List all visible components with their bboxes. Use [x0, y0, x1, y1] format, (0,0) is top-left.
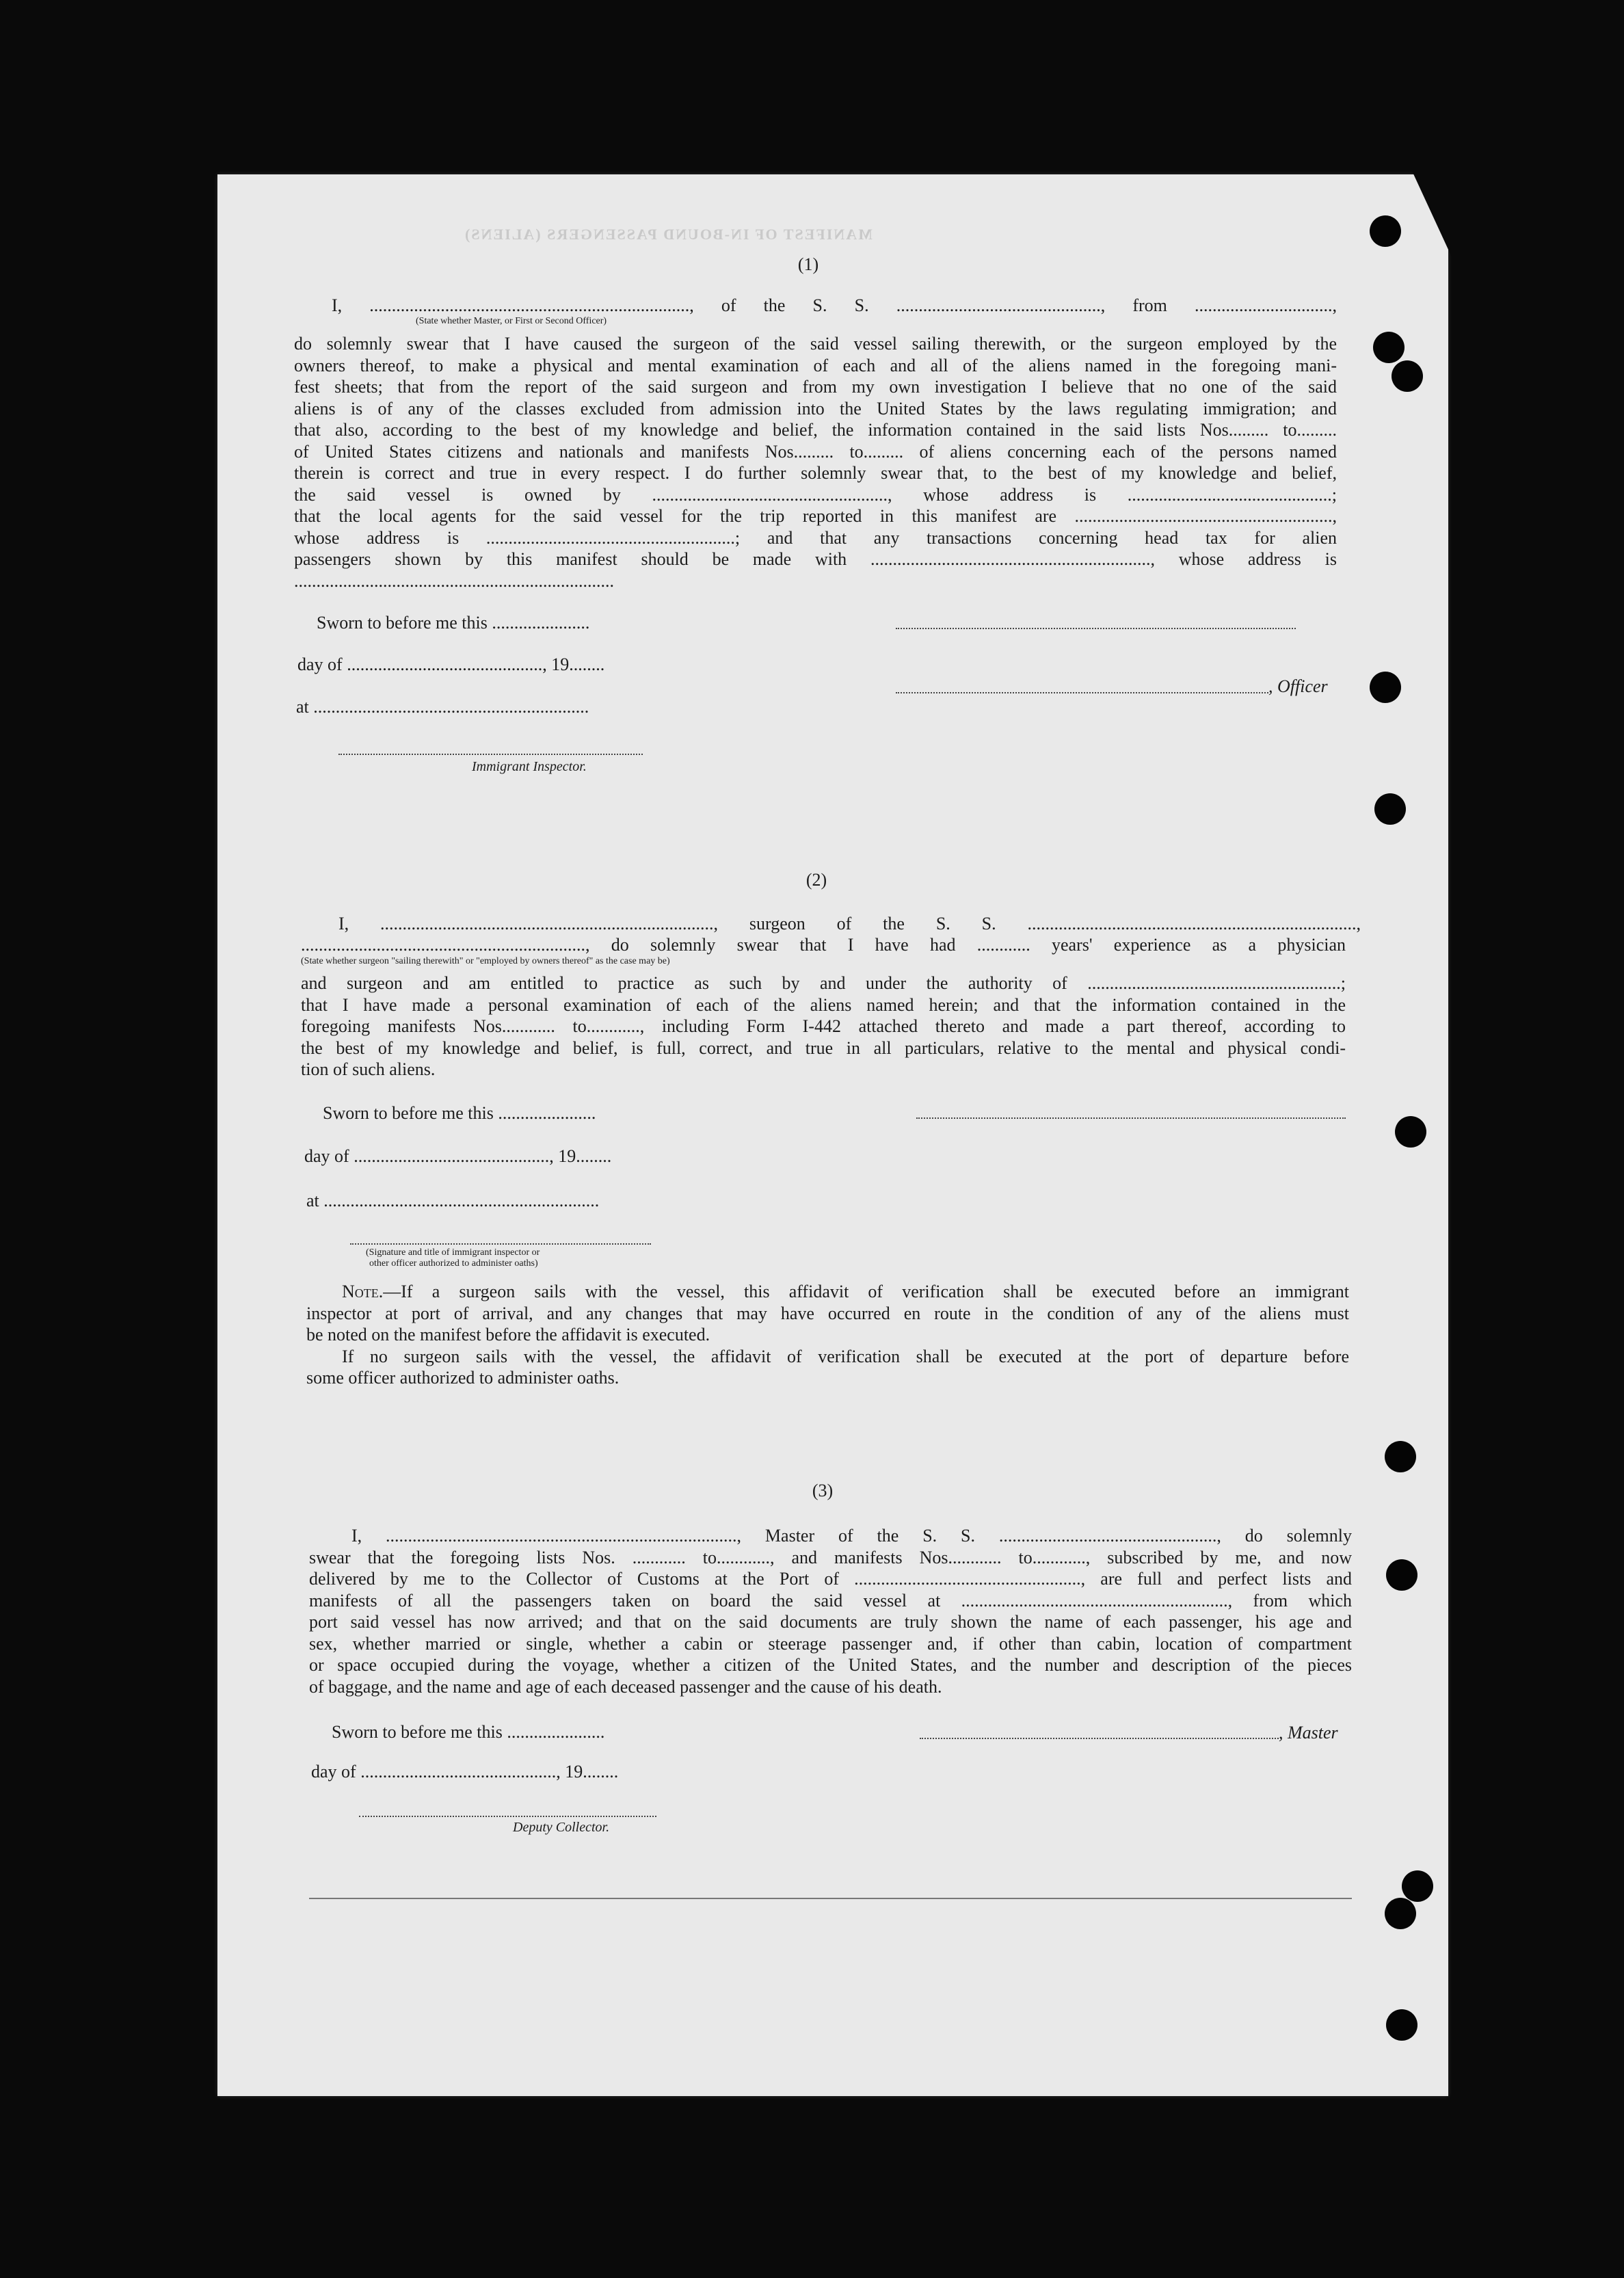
inspector-signature-line: [338, 754, 643, 755]
punch-hole: [1370, 672, 1401, 703]
oath-line: that the local agents for the said vessel for the trip reported in this manifest are ..........................................................,: [294, 506, 1337, 526]
section-2-note: [306, 1281, 1349, 1389]
note-line: some officer authorized to administer oaths.: [306, 1368, 620, 1388]
oath-line: manifests of all the passengers taken on board the said vessel at ............................................................, from which: [309, 1590, 1352, 1611]
punch-hole: [1386, 1559, 1417, 1591]
officer-label: , Officer: [1268, 676, 1328, 696]
at-line: at ..............................................................: [306, 1191, 600, 1210]
oath-line: or space occupied during the voyage, whether a citizen of the United States, and the number and description of the pieces: [309, 1655, 1352, 1675]
oath-line: passengers shown by this manifest should be made with ..............................................................., whose address is: [294, 549, 1337, 569]
signature-line: [896, 628, 1296, 629]
signature-line: [916, 1117, 1346, 1119]
collector-signature-line: [359, 1816, 656, 1817]
oath-line: fest sheets; that from the report of the said surgeon and from my own investigation I believe that no one of the said: [294, 377, 1337, 397]
note-line: [306, 1281, 1349, 1303]
oath-line: and surgeon and am entitled to practice as such by and under the authority of .........................................................;: [301, 973, 1346, 993]
punch-hole: [1374, 793, 1406, 825]
section-3-heading: (3): [812, 1481, 834, 1500]
day-line: day of ............................................, 19........: [304, 1146, 612, 1166]
punch-hole: [1386, 2009, 1417, 2041]
oath-line: that I have made a personal examination of each of the aliens named herein; and that the information contained in the: [301, 994, 1346, 1015]
punch-hole: [1395, 1116, 1426, 1148]
section-2-caption: (State whether surgeon "sailing therewith" or "employed by owners thereof" as the case may be): [301, 956, 670, 966]
day-line: day of ............................................, 19........: [297, 654, 605, 674]
inspector-label: Immigrant Inspector.: [472, 759, 587, 774]
section-3-oath-text: [309, 1525, 1352, 1697]
sworn-line: Sworn to before me this ......................: [317, 613, 590, 633]
punch-hole: [1373, 332, 1405, 363]
signature-caption: other officer authorized to administer oaths): [369, 1258, 538, 1269]
oath-line: that also, according to the best of my knowledge and belief, the information contained in the said lists Nos......... to.........: [294, 420, 1337, 440]
oath-line: ........................................................................: [294, 570, 614, 591]
punch-hole: [1370, 215, 1401, 247]
oath-line: aliens is of any of the classes excluded from admission into the United States by the laws regulating immigration; and: [294, 398, 1337, 419]
master-label: , Master: [1279, 1723, 1338, 1743]
punch-hole: [1402, 1870, 1433, 1902]
officer-signature-line: [896, 692, 1268, 693]
oath-line: of baggage, and the name and age of each deceased passenger and the cause of his death.: [309, 1676, 942, 1697]
collector-label: Deputy Collector.: [513, 1820, 610, 1835]
oath-line: the best of my knowledge and belief, is full, correct, and true in all particulars, relative to the mental and physical condi-: [301, 1037, 1346, 1058]
oath-line: the said vessel is owned by ....................................................., whose address is ..............................................;: [294, 484, 1337, 505]
sworn-line: Sworn to before me this ......................: [332, 1722, 605, 1742]
day-line: day of ............................................, 19........: [311, 1762, 619, 1782]
oath-line: owners thereof, to make a physical and mental examination of each and all of the aliens named in the foregoing mani-: [294, 355, 1337, 375]
oath-line: tion of such aliens.: [301, 1059, 436, 1079]
section-2-experience-line: ................................................................, do solemnly swear that I have had ............ years' experience as a physician: [301, 935, 1346, 955]
note-text: —If a surgeon sails with the vessel, this affidavit of verification shall be executed before an immigrant: [383, 1282, 1349, 1301]
oath-line: therein is correct and true in every respect. I do further solemnly swear that, to the best of my knowledge and belief,: [294, 463, 1337, 483]
bottom-rule: [309, 1898, 1352, 1899]
oath-line: do solemnly swear that I have caused the surgeon of the said vessel sailing therewith, or the surgeon employed by the: [294, 334, 1337, 354]
note-line: be noted on the manifest before the affidavit is executed.: [306, 1325, 710, 1345]
section-2-oath-text: [301, 972, 1346, 1081]
oath-line: port said vessel has now arrived; and that on the said documents are truly shown the name of each passenger, his age and: [309, 1612, 1352, 1632]
sworn-line: Sworn to before me this ......................: [323, 1103, 596, 1123]
punch-hole: [1385, 1898, 1416, 1929]
oath-line: I, ..............................................................................., Master of the S. S. ................................................., do solemnly: [351, 1526, 1352, 1546]
section-2-surgeon-line: I, ..........................................................................., surgeon of the S. S. ..........................................................................,: [338, 914, 1361, 933]
section-1-oath-text: [294, 333, 1337, 592]
administrator-signature-line: [350, 1243, 651, 1245]
oath-line: sex, whether married or single, whether a cabin or steerage passenger and, if other than cabin, location of compartment: [309, 1633, 1352, 1654]
master-signature-line: [920, 1738, 1279, 1739]
section-2-heading: (2): [806, 870, 827, 890]
section-1-caption: (State whether Master, or First or Second Officer): [416, 316, 607, 326]
oath-line: swear that the foregoing lists Nos. ............ to............, and manifests Nos............ to............, subscribed by me, and now: [309, 1547, 1352, 1567]
oath-line: foregoing manifests Nos............ to............, including Form I-442 attached thereto and made a part thereof, according to: [301, 1016, 1346, 1036]
note-line: inspector at port of arrival, and any changes that may have occurred en route in the condition of any of the aliens must: [306, 1303, 1349, 1323]
at-line: at ..............................................................: [296, 697, 589, 717]
bleed-through-header: MANIFEST OF IN-BOUND PASSENGERS (ALIENS): [464, 226, 873, 243]
punch-hole: [1392, 360, 1423, 392]
note-line: If no surgeon sails with the vessel, the affidavit of verification shall be executed at the port of departure before: [342, 1346, 1349, 1366]
oath-line: delivered by me to the Collector of Customs at the Port of ..................................................., are full and perfect lists and: [309, 1569, 1352, 1589]
oath-line: whose address is ........................................................; and that any transactions concerning head tax for alien: [294, 527, 1337, 548]
section-1-declarant-line: I, ........................................................................, of the S. S. .............................................., from ...............................,: [332, 295, 1337, 315]
section-1-heading: (1): [797, 254, 819, 274]
punch-hole: [1385, 1441, 1416, 1472]
signature-caption: (Signature and title of immigrant inspector or: [366, 1247, 540, 1258]
folded-corner: [1412, 171, 1453, 260]
note-label: Note.: [342, 1282, 384, 1301]
oath-line: of United States citizens and nationals and manifests Nos......... to......... of aliens concerning each of the persons named: [294, 441, 1337, 462]
